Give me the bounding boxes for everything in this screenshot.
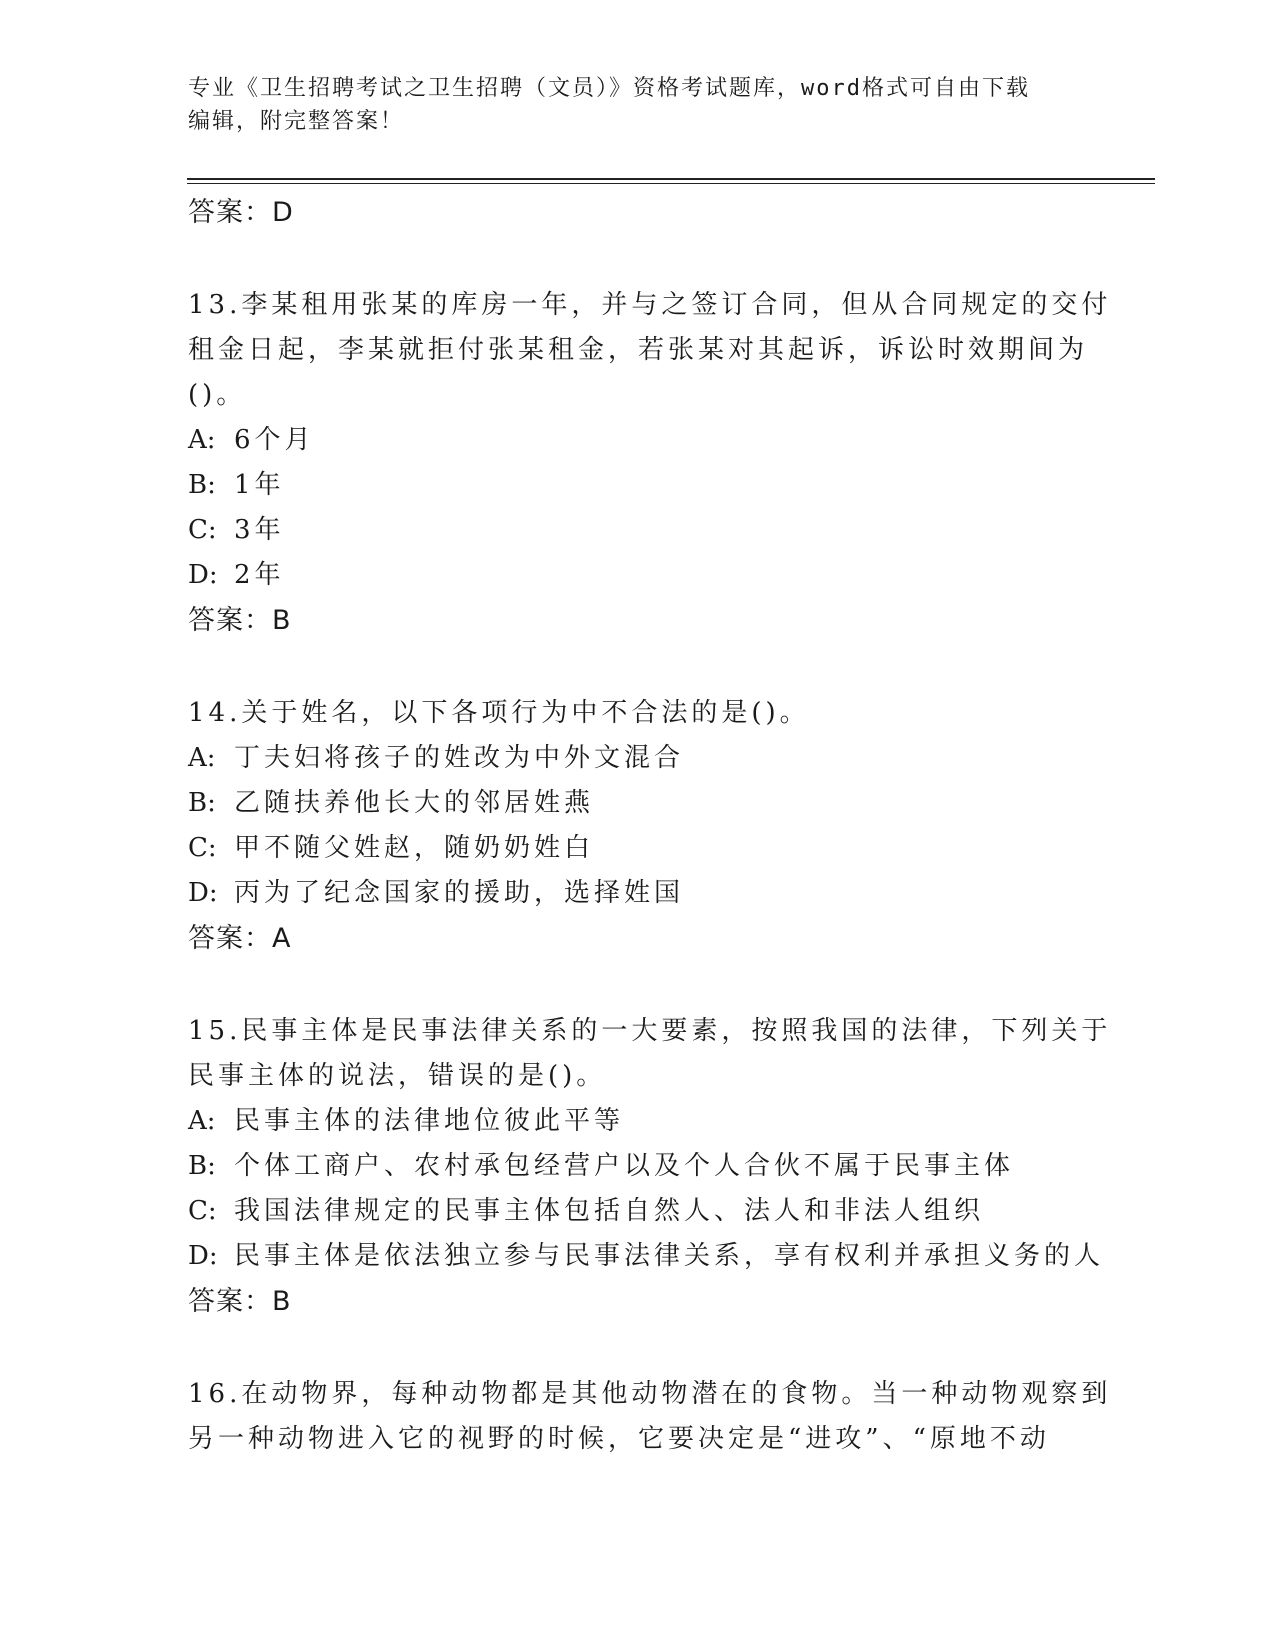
option-label: D: — [188, 560, 218, 590]
option-a — [188, 1099, 1148, 1144]
option-label: D: — [188, 1241, 218, 1271]
question-block — [188, 691, 1148, 961]
option-text: 1年 — [234, 470, 285, 500]
answer-line: 答案：D — [188, 197, 294, 228]
spacer — [188, 235, 1148, 283]
option-text: 3年 — [234, 515, 285, 545]
answer-line: 答案：B — [188, 1286, 292, 1317]
option-text: 丁夫妇将孩子的姓改为中外文混合 — [234, 743, 685, 773]
header-line-2: 编辑，附完整答案！ — [188, 109, 405, 134]
header-divider-thick — [187, 178, 1155, 180]
question-text: 13.李某租用张某的库房一年，并与之签订合同，但从合同规定的交付 — [188, 290, 1112, 320]
answer-line: 答案：B — [188, 605, 292, 636]
option-b — [188, 1144, 1148, 1189]
option-label: D: — [188, 878, 218, 908]
option-label: C: — [188, 833, 217, 863]
option-b — [188, 463, 1148, 508]
option-label: A: — [188, 1106, 216, 1136]
option-a — [188, 418, 1148, 463]
option-text: 丙为了纪念国家的援助，选择姓国 — [234, 878, 685, 908]
option-label: C: — [188, 1196, 217, 1226]
option-text: 6个月 — [234, 425, 315, 455]
option-label: A: — [188, 743, 216, 773]
option-c — [188, 826, 1148, 871]
header-divider-thin — [187, 183, 1155, 184]
question-text: 民事主体的说法，错误的是()。 — [188, 1061, 607, 1091]
document-header — [188, 72, 1088, 138]
option-d — [188, 1234, 1148, 1279]
answer-line: 答案：A — [188, 923, 292, 954]
option-text: 甲不随父姓赵，随奶奶姓白 — [234, 833, 595, 863]
option-text: 我国法律规定的民事主体包括自然人、法人和非法人组织 — [234, 1196, 985, 1226]
question-text: 16.在动物界，每种动物都是其他动物潜在的食物。当一种动物观察到 — [188, 1379, 1112, 1409]
question-block — [188, 1372, 1148, 1462]
question-text: 另一种动物进入它的视野的时候，它要决定是“进攻”、“原地不动 — [188, 1424, 1050, 1454]
option-c — [188, 508, 1148, 553]
option-label: B: — [188, 788, 216, 818]
question-list — [188, 190, 1148, 1462]
option-label: A: — [188, 425, 216, 455]
option-d — [188, 871, 1148, 916]
question-block — [188, 283, 1148, 643]
header-line-1: 专业《卫生招聘考试之卫生招聘（文员）》资格考试题库，word格式可自由下载 — [188, 76, 1030, 101]
option-text: 个体工商户、农村承包经营户以及个人合伙不属于民事主体 — [234, 1151, 1015, 1181]
option-a — [188, 736, 1148, 781]
question-block — [188, 1009, 1148, 1324]
option-label: B: — [188, 1151, 216, 1181]
spacer — [188, 643, 1148, 691]
option-d — [188, 553, 1148, 598]
question-text: 14.关于姓名，以下各项行为中不合法的是()。 — [188, 698, 810, 728]
option-label: C: — [188, 515, 217, 545]
question-text: 15.民事主体是民事法律关系的一大要素，按照我国的法律，下列关于 — [188, 1016, 1112, 1046]
option-text: 2年 — [234, 560, 285, 590]
spacer — [188, 1324, 1148, 1372]
option-label: B: — [188, 470, 216, 500]
option-text: 乙随扶养他长大的邻居姓燕 — [234, 788, 595, 818]
option-text: 民事主体的法律地位彼此平等 — [234, 1106, 625, 1136]
option-b — [188, 781, 1148, 826]
question-text: 租金日起，李某就拒付张某租金，若张某对其起诉，诉讼时效期间为 — [188, 335, 1089, 365]
option-c — [188, 1189, 1148, 1234]
spacer — [188, 961, 1148, 1009]
option-text: 民事主体是依法独立参与民事法律关系，享有权利并承担义务的人 — [234, 1241, 1105, 1271]
question-text: ()。 — [188, 380, 247, 410]
